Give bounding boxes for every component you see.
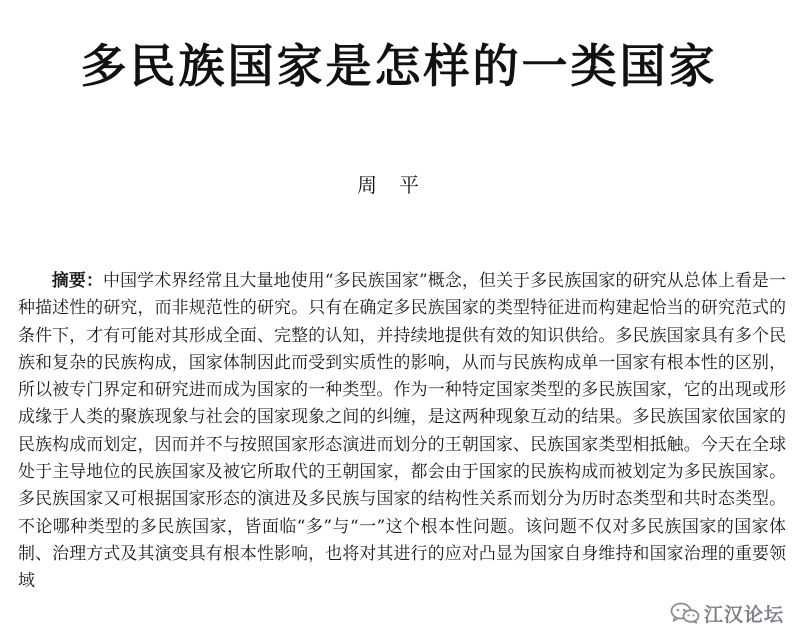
abstract-label-separator: ： (85, 270, 104, 290)
abstract-label: 摘要 (51, 270, 86, 290)
article-title: 多民族国家是怎样的一类国家 (80, 39, 718, 93)
author-name: 周平 (357, 173, 441, 197)
abstract-text: 中国学术界经常且大量地使用“多民族国家”概念，但关于多民族国家的研究从总体上看是一种描述性的研究，而非规范性的研究。只有在确定多民族国家的类型特征进而构建起恰当的研究范式的条件下，才有可能对其形成全面、完整的认知，并持续地提供有效的知识供给。多民族国家具有多个民族和复杂的民族构成，国家体制因此而受到实质性的影响，从而与民族构成单一国家有根本性的区别，所以被专门界定和研究进而成为国家的一种类型。作为一种特定国家类型的多民族国家，它的出现或形成缘于人类的聚族现象与社会的国家现象之间的纠缠，是这两种现象互动的结果。多民族国家依国家的民族构成而划定，因而并不与按照国家形态演进而划分的王朝国家、民族国家类型相抵触。今天在全球处于主导地位的民族国家及被它所取代的王朝国家，都会由于国家的民族构成而被划定为多民族国家。多民族国家又可根据国家形态的演进及多民族与国家的结构性关系而划分为历时态类型和共时态类型。不论哪种类型的多民族国家，皆面临“多”与“一”这个根本性问题。该问题不仅对多民族国家的国家体制、治理方式及其演变具有根本性影响，也将对其进行的应对凸显为国家自身维持和国家治理的重要领域 (18, 270, 787, 591)
watermark-text: 江汉论坛 (703, 603, 784, 626)
abstract-paragraph (18, 267, 786, 595)
source-watermark (666, 601, 784, 625)
wechat-icon (670, 602, 700, 624)
